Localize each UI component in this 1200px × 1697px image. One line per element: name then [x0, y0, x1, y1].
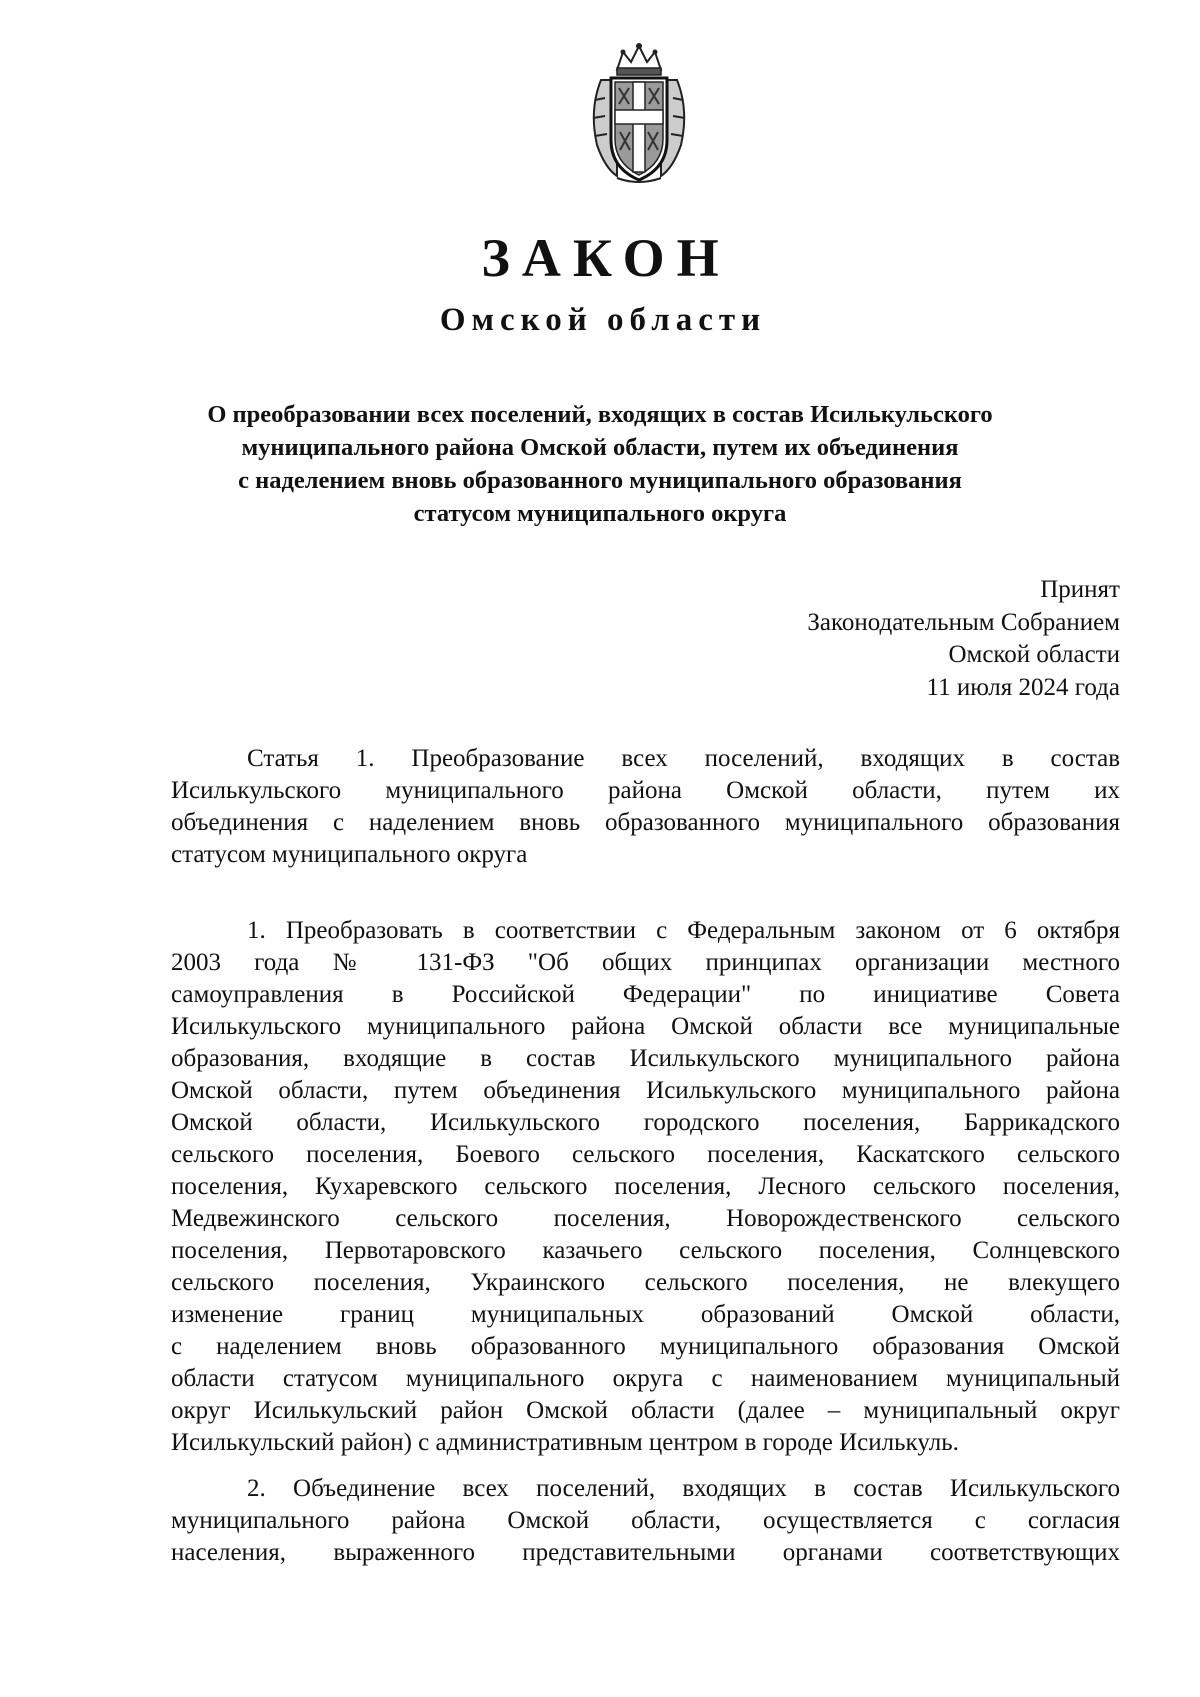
coat-of-arms-icon [587, 40, 691, 186]
paragraph-line: образования, входящие в состав Исилькульского муниципального района [171, 1045, 1120, 1072]
paragraph-line: округ Исилькульский район Омской области (далее – муниципальный округ [171, 1397, 1120, 1424]
adoption-line: Законодательным Собранием [807, 608, 1120, 636]
adoption-line: Омской области [948, 641, 1120, 668]
adoption-date: 11 июля 2024 года [926, 673, 1120, 701]
paragraph-line: 1. Преобразовать в соответствии с Федеральным законом от 6 октября [247, 917, 1120, 944]
paragraph-line: самоуправления в Российской Федерации" по инициативе Совета [171, 981, 1120, 1008]
title-line: с наделением вновь образованного муниципального образования [238, 467, 962, 494]
adoption-block [807, 574, 1120, 704]
paragraph-line: Омской области, Исилькульского городского поселения, Баррикадского [171, 1109, 1120, 1136]
paragraph-line: поселения, Первотаровского казачьего сельского поселения, Солнцевского [171, 1237, 1120, 1264]
paragraph-line: области статусом муниципального округа с наименованием муниципальный [171, 1365, 1120, 1392]
article-line: объединения с наделением вновь образованного муниципального образования [171, 809, 1120, 836]
title-line: статусом муниципального округа [413, 500, 787, 527]
paragraph-line: с наделением вновь образованного муниципального образования Омской [171, 1333, 1120, 1360]
paragraph-line: муниципального района Омской области, осуществляется с согласия [171, 1507, 1120, 1534]
article-line: Исилькульского муниципального района Омской области, путем их [171, 777, 1120, 804]
paragraph-line: поселения, Кухаревского сельского поселения, Лесного сельского поселения, [171, 1173, 1120, 1200]
region-heading: Омской области [439, 302, 767, 338]
title-line: муниципального района Омской области, путем их объединения [241, 434, 959, 461]
article-line: статусом муниципального округа [171, 841, 528, 868]
paragraph-line: 2. Объединение всех поселений, входящих в состав Исилькульского [247, 1475, 1120, 1502]
paragraph-line: Исилькульского муниципального района Омской области все муниципальные [171, 1013, 1120, 1040]
document-type-heading: ЗАКОН [481, 228, 731, 288]
adoption-line: Принят [1040, 576, 1120, 603]
paragraph-2 [171, 1473, 1120, 1569]
paragraph-line: изменение границ муниципальных образований Омской области, [171, 1301, 1120, 1328]
article-line: Статья 1. Преобразование всех поселений, входящих в состав [247, 745, 1120, 772]
article-heading [171, 743, 1120, 871]
paragraph-1 [171, 915, 1120, 1459]
paragraph-line: сельского поселения, Боевого сельского поселения, Каскатского сельского [171, 1141, 1120, 1168]
paragraph-line: населения, выраженного представительными органами соответствующих [171, 1539, 1120, 1566]
paragraph-line: Исилькульский район) с административным центром в городе Исилькуль. [171, 1429, 959, 1456]
paragraph-line: Медвежинского сельского поселения, Новорождественского сельского [171, 1205, 1120, 1232]
title-line: О преобразовании всех поселений, входящих в состав Исилькульского [207, 401, 993, 428]
paragraph-line: Омской области, путем объединения Исилькульского муниципального района [171, 1077, 1120, 1104]
law-title [150, 398, 1050, 530]
paragraph-line: 2003 года № 131-ФЗ "Об общих принципах организации местного [171, 949, 1120, 976]
paragraph-line: сельского поселения, Украинского сельского поселения, не влекущего [171, 1269, 1120, 1296]
